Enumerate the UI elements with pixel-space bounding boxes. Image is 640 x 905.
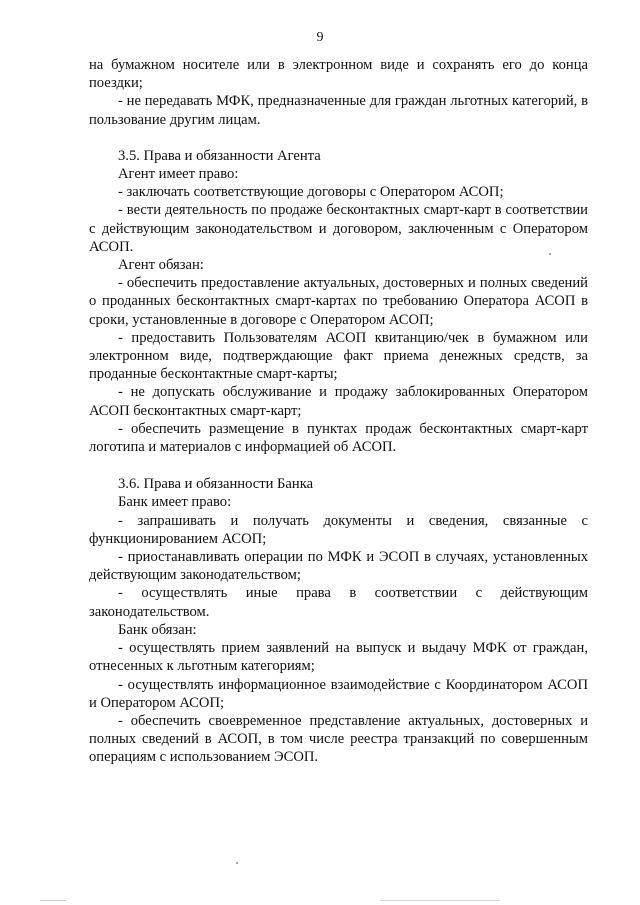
list-item: - заключать соответствующие договоры с Оператором АСОП; [118,184,504,201]
scan-edge-line [380,900,500,901]
subheading-agent-rights: Агент имеет право: [118,166,239,183]
subheading-bank-rights: Банк имеет право: [118,494,232,511]
subheading-bank-duties: Банк обязан: [118,621,197,638]
subheading-agent-duties: Агент обязан: [118,257,204,274]
document-body [89,56,588,767]
list-item: - осуществлять информационное взаимодействие с Координатором АСОП и Оператором АСОП; [89,676,588,711]
scan-edge-line [40,900,66,901]
list-item: - осуществлять прием заявлений на выпуск и выдачу МФК от граждан, отнесенных к льготным категориям; [89,640,588,675]
list-item: - обеспечить размещение в пунктах продаж бесконтактных смарт-карт логотипа и материалов с информацией об АСОП. [89,420,588,456]
scan-speck [549,253,551,255]
section-spacer [89,456,588,475]
list-item: - предоставить Пользователям АСОП квитанцию/чек в бумажном или электронном виде, подтверждающие факт приема денежных средств, за проданные бесконтактные смарт-карты; [89,329,588,383]
list-item: - осуществлять иные права в соответствии с действующим законодательством. [89,585,588,620]
section-heading-agent: 3.5. Права и обязанности Агента [118,147,321,164]
section-heading-bank: 3.6. Права и обязанности Банка [118,476,314,493]
scan-speck [236,862,238,864]
page-number: 9 [316,30,324,45]
section-spacer [89,129,588,147]
list-item: - обеспечить своевременное представление актуальных, достоверных и полных сведений в АСОП, в том числе реестра транзакций по совершенным операциям с использованием ЭСОП. [89,712,588,766]
list-item: - обеспечить предоставление актуальных, достоверных и полных сведений о проданных бесконтактных смарт-картах по требованию Оператора АСОП в сроки, установленные в договоре с Оператором АСОП; [89,275,588,328]
paragraph: на бумажном носителе или в электронном виде и сохранять его до конца поездки; [89,57,588,92]
list-item: - приостанавливать операции по МФК и ЭСОП в случаях, установленных действующим законодательством; [89,549,588,584]
list-item: - не допускать обслуживание и продажу заблокированных Оператором АСОП бесконтактных смарт-карт; [89,384,588,419]
list-item: - вести деятельность по продаже бесконтактных смарт-карт в соответствии с действующим законодательством и договором, заключенным с Оператором АСОП. [89,202,588,255]
list-item: - не передавать МФК, предназначенные для граждан льготных категорий, в пользование другим лицам. [89,93,588,128]
list-item: - запрашивать и получать документы и сведения, связанные с функционированием АСОП; [89,512,588,547]
